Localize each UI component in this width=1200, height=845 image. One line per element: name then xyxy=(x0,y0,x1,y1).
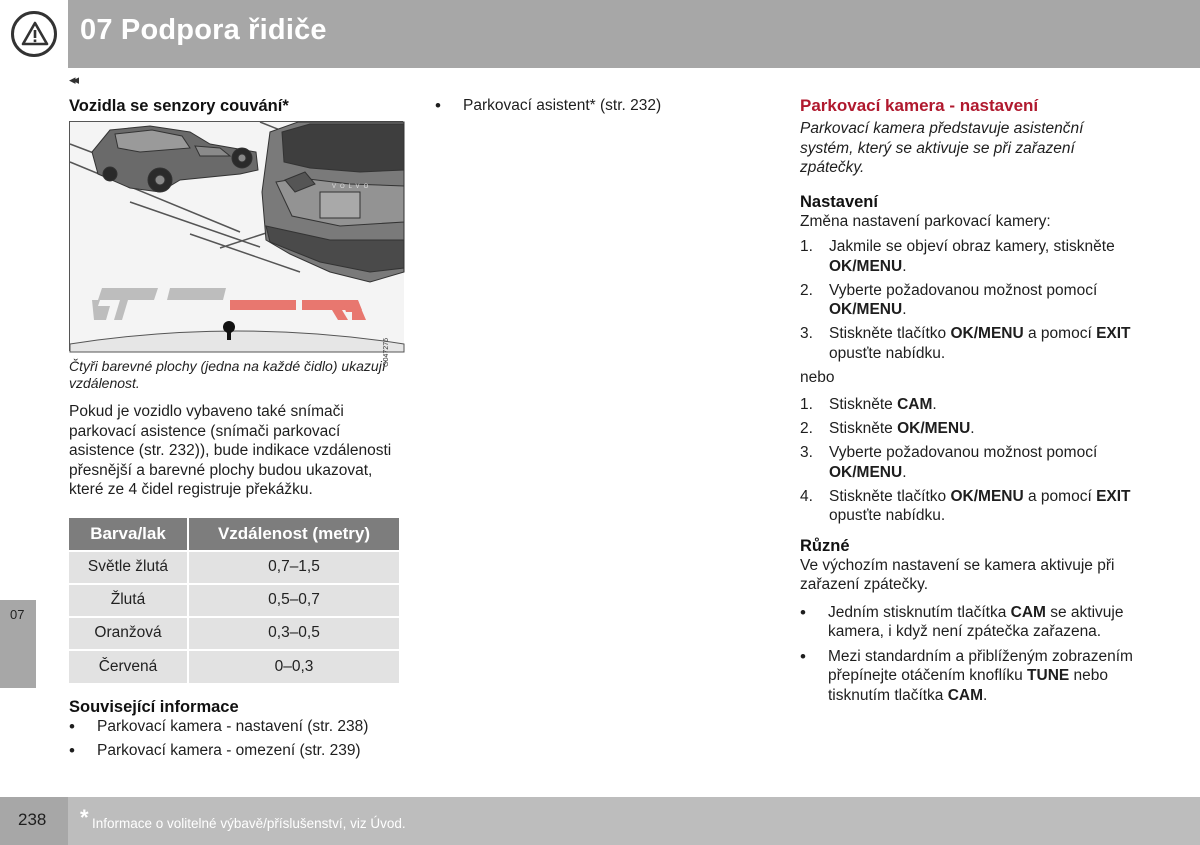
footer-page-box xyxy=(0,797,68,845)
section-intro: Parkovací kamera představuje asistenční systém, který se aktivuje se při zařazení zpátečky. xyxy=(800,120,1084,176)
steps-list-b xyxy=(800,395,1135,526)
middle-list xyxy=(435,96,775,116)
step-item: 2. Stiskněte OK/MENU. xyxy=(800,420,975,437)
misc-text: Ve výchozím nastavení se kamera aktivuje při zařazení zpátečky. xyxy=(800,556,1115,593)
table-row xyxy=(69,650,399,683)
table-cell: Světle žlutá xyxy=(69,551,188,584)
chapter-tab-label: 07 xyxy=(10,607,25,622)
step-item: 1. Jakmile se objeví obraz kamery, stiskněte OK/MENU. xyxy=(800,238,1115,275)
rear-camera-illustration xyxy=(69,121,403,367)
table-cell: 0,7–1,5 xyxy=(188,551,399,584)
misc-item: • Mezi standardním a přiblíženým zobrazením přepínejte otáčením knoflíku TUNE nebo tisknutím tlačítka CAM. xyxy=(800,647,1135,706)
svg-text:VOLVO: VOLVO xyxy=(332,184,373,190)
settings-heading: Nastavení xyxy=(800,192,878,211)
chapter-header xyxy=(0,0,1200,68)
settings-text: Změna nastavení parkovací kamery: xyxy=(800,212,1051,230)
table-cell: 0–0,3 xyxy=(188,650,399,683)
chapter-title: 07 Podpora řidiče xyxy=(80,14,327,46)
step-item: 1. Stiskněte CAM. xyxy=(800,396,937,413)
misc-list xyxy=(800,603,1135,706)
related-link[interactable]: • Parkovací asistent* (str. 232) xyxy=(435,96,775,116)
figure-caption: Čtyři barevné plochy (jedna na každé čidlo) ukazují vzdálenost. xyxy=(69,358,386,391)
table-row xyxy=(69,551,399,584)
footnote-star: * xyxy=(80,805,89,830)
footnote-text: Informace o volitelné výbavě/příslušenství, viz Úvod. xyxy=(92,816,406,831)
left-column xyxy=(69,96,401,761)
table-cell: 0,3–0,5 xyxy=(188,617,399,650)
footer-bar xyxy=(68,797,1200,845)
or-text: nebo xyxy=(800,368,835,386)
steps-list-a xyxy=(800,237,1135,363)
misc-item: • Jedním stisknutím tlačítka CAM se aktivuje kamera, i když není zpátečka zařazena. xyxy=(800,603,1135,642)
section-title: Parkovací kamera - nastavení xyxy=(800,96,1039,115)
table-cell: Červená xyxy=(69,650,188,683)
related-list xyxy=(69,717,401,761)
middle-column xyxy=(435,96,775,116)
step-item: 2. Vyberte požadovanou možnost pomocí OK/MENU. xyxy=(800,281,1098,318)
misc-heading: Různé xyxy=(800,536,850,555)
table-header-distance: Vzdálenost (metry) xyxy=(188,518,399,551)
table-cell: Žlutá xyxy=(69,584,188,617)
parking-scene-image xyxy=(70,122,404,352)
related-link[interactable]: • Parkovací kamera - nastavení (str. 238) xyxy=(69,717,401,737)
right-column xyxy=(800,96,1135,705)
table-row xyxy=(69,584,399,617)
distance-table xyxy=(69,518,399,683)
continued-arrows-icon: ◂◂ xyxy=(69,72,77,87)
step-item: 3. Stiskněte tlačítko OK/MENU a pomocí EXIT opusťte nabídku. xyxy=(800,325,1131,362)
warning-icon xyxy=(11,11,57,57)
page-number: 238 xyxy=(18,810,47,829)
step-item: 3. Vyberte požadovanou možnost pomocí OK/MENU. xyxy=(800,444,1098,481)
header-icon-area xyxy=(0,0,68,68)
section-heading: Vozidla se senzory couvání* xyxy=(69,97,289,115)
table-row xyxy=(69,617,399,650)
related-link[interactable]: • Parkovací kamera - omezení (str. 239) xyxy=(69,741,401,761)
chapter-side-tab xyxy=(0,600,36,688)
body-paragraph: Pokud je vozidlo vybaveno také snímači parkovací asistence (snímači parkovací asistence (str. 232)), bude indikace vzdálenosti přesnější a barevné plochy budou ukazovat, které ze 4 čidel registruje překážku. xyxy=(69,403,392,498)
table-cell: 0,5–0,7 xyxy=(188,584,399,617)
table-header-color: Barva/lak xyxy=(69,518,188,551)
figure-code: G047276 xyxy=(383,338,390,367)
related-heading: Související informace xyxy=(69,697,239,716)
table-header-row xyxy=(69,518,399,551)
table-cell: Oranžová xyxy=(69,617,188,650)
step-item: 4. Stiskněte tlačítko OK/MENU a pomocí EXIT opusťte nabídku. xyxy=(800,487,1131,524)
